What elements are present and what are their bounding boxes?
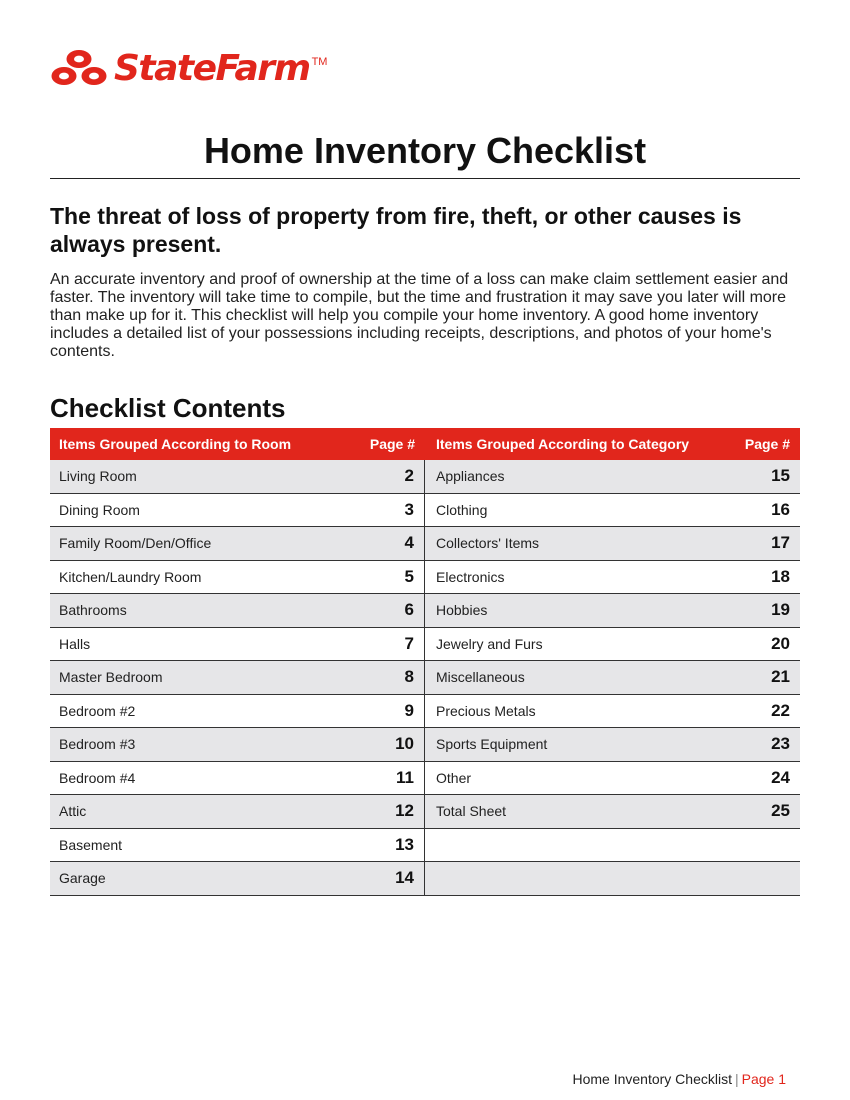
room-cell xyxy=(50,862,425,895)
table-row xyxy=(50,829,800,863)
category-label: Other xyxy=(436,769,472,786)
room-page-number: 9 xyxy=(404,700,414,720)
brand-wordmark: StateFarm xyxy=(114,48,310,89)
table-row xyxy=(50,661,800,695)
state-farm-logo xyxy=(50,48,327,90)
title-divider xyxy=(50,178,800,179)
category-page-number: 17 xyxy=(771,533,790,553)
table-row xyxy=(50,795,800,829)
room-label: Family Room/Den/Office xyxy=(59,535,212,552)
category-cell xyxy=(425,795,800,828)
category-cell xyxy=(425,695,800,728)
category-page-number: 16 xyxy=(771,499,790,519)
room-page-number: 4 xyxy=(404,533,414,553)
room-page-number: 2 xyxy=(404,466,414,486)
room-cell xyxy=(50,594,425,627)
room-page-number: 8 xyxy=(404,667,414,687)
category-label: Collectors' Items xyxy=(436,535,540,552)
room-label: Master Bedroom xyxy=(59,669,163,686)
header-category-column xyxy=(425,428,800,460)
category-cell xyxy=(425,594,800,627)
page-footer xyxy=(572,1071,786,1087)
room-label: Dining Room xyxy=(59,501,140,518)
category-page-number: 21 xyxy=(771,667,790,687)
category-label: Hobbies xyxy=(436,602,488,619)
table-row xyxy=(50,762,800,796)
room-label: Bedroom #4 xyxy=(59,769,136,786)
category-cell xyxy=(425,829,800,862)
room-cell xyxy=(50,527,425,560)
subheading: The threat of loss of property from fire, theft, or other causes is always present. xyxy=(50,203,742,257)
room-cell xyxy=(50,795,425,828)
room-label: Bedroom #3 xyxy=(59,736,136,753)
category-cell xyxy=(425,862,800,895)
category-page-number: 23 xyxy=(771,734,790,754)
room-page-number: 6 xyxy=(404,600,414,620)
room-cell xyxy=(50,460,425,493)
room-page-number: 5 xyxy=(404,566,414,586)
category-page-number: 15 xyxy=(771,466,790,486)
category-label: Miscellaneous xyxy=(436,669,525,686)
table-row xyxy=(50,494,800,528)
table-row xyxy=(50,561,800,595)
table-row xyxy=(50,695,800,729)
table-header xyxy=(50,428,800,460)
room-cell xyxy=(50,829,425,862)
category-label: Appliances xyxy=(436,468,505,485)
category-cell xyxy=(425,494,800,527)
room-label: Basement xyxy=(59,836,123,853)
table-row xyxy=(50,728,800,762)
category-cell xyxy=(425,728,800,761)
room-label: Attic xyxy=(59,803,87,820)
footer-separator: | xyxy=(734,1071,739,1087)
room-page-number: 3 xyxy=(404,499,414,519)
room-cell xyxy=(50,661,425,694)
category-page-number: 20 xyxy=(771,633,790,653)
table-row xyxy=(50,527,800,561)
table-row xyxy=(50,628,800,662)
three-ovals-logo-icon xyxy=(50,48,108,88)
category-cell xyxy=(425,628,800,661)
room-page-number: 12 xyxy=(395,801,414,821)
room-label: Bedroom #2 xyxy=(59,702,136,719)
table-body xyxy=(50,460,800,896)
header-category-label: Items Grouped According to Category xyxy=(436,436,690,452)
room-page-number: 11 xyxy=(396,767,414,787)
category-cell xyxy=(425,460,800,493)
room-page-number: 13 xyxy=(395,834,414,854)
category-page-number: 25 xyxy=(771,801,790,821)
table-row xyxy=(50,460,800,494)
header-category-page-label: Page # xyxy=(744,436,790,452)
room-cell xyxy=(50,561,425,594)
table-row xyxy=(50,862,800,896)
header-room-label: Items Grouped According to Room xyxy=(59,436,292,452)
checklist-contents-table xyxy=(50,428,800,896)
room-page-number: 10 xyxy=(395,734,414,754)
header-room-page-label: Page # xyxy=(369,436,415,452)
room-cell xyxy=(50,628,425,661)
section-title: Checklist Contents xyxy=(50,393,286,423)
intro-paragraph: An accurate inventory and proof of ownership at the time of a loss can make claim settlement easier and faster. The inventory will take time to compile, but the time and frustration it may save you later will more than make up for it. This checklist will help you compile your home inventory. A good home inventory includes a detailed list of your possessions including receipts, descriptions, and photos of your home's contents. xyxy=(50,271,789,360)
category-label: Precious Metals xyxy=(436,702,536,719)
category-cell xyxy=(425,561,800,594)
category-page-number: 19 xyxy=(771,600,790,620)
category-page-number: 24 xyxy=(771,767,790,787)
room-label: Garage xyxy=(59,870,106,887)
room-label: Halls xyxy=(59,635,91,652)
footer-label: Home Inventory Checklist xyxy=(572,1071,732,1087)
page-title: Home Inventory Checklist xyxy=(203,130,647,171)
room-page-number: 7 xyxy=(404,633,414,653)
category-cell xyxy=(425,762,800,795)
room-cell xyxy=(50,695,425,728)
room-cell xyxy=(50,494,425,527)
room-page-number: 14 xyxy=(395,868,414,888)
header-room-column xyxy=(50,428,425,460)
table-row xyxy=(50,594,800,628)
room-label: Kitchen/Laundry Room xyxy=(59,568,202,585)
category-page-number: 22 xyxy=(771,700,790,720)
category-cell xyxy=(425,661,800,694)
category-cell xyxy=(425,527,800,560)
category-label: Sports Equipment xyxy=(436,736,548,753)
category-label: Electronics xyxy=(436,568,505,585)
room-label: Living Room xyxy=(59,468,137,485)
trademark-mark: TM xyxy=(311,56,328,68)
room-cell xyxy=(50,728,425,761)
room-label: Bathrooms xyxy=(59,602,127,619)
footer-page-number: Page 1 xyxy=(741,1071,786,1087)
category-label: Clothing xyxy=(436,501,488,518)
room-cell xyxy=(50,762,425,795)
category-label: Total Sheet xyxy=(436,803,507,820)
category-page-number: 18 xyxy=(771,566,790,586)
category-label: Jewelry and Furs xyxy=(436,635,543,652)
